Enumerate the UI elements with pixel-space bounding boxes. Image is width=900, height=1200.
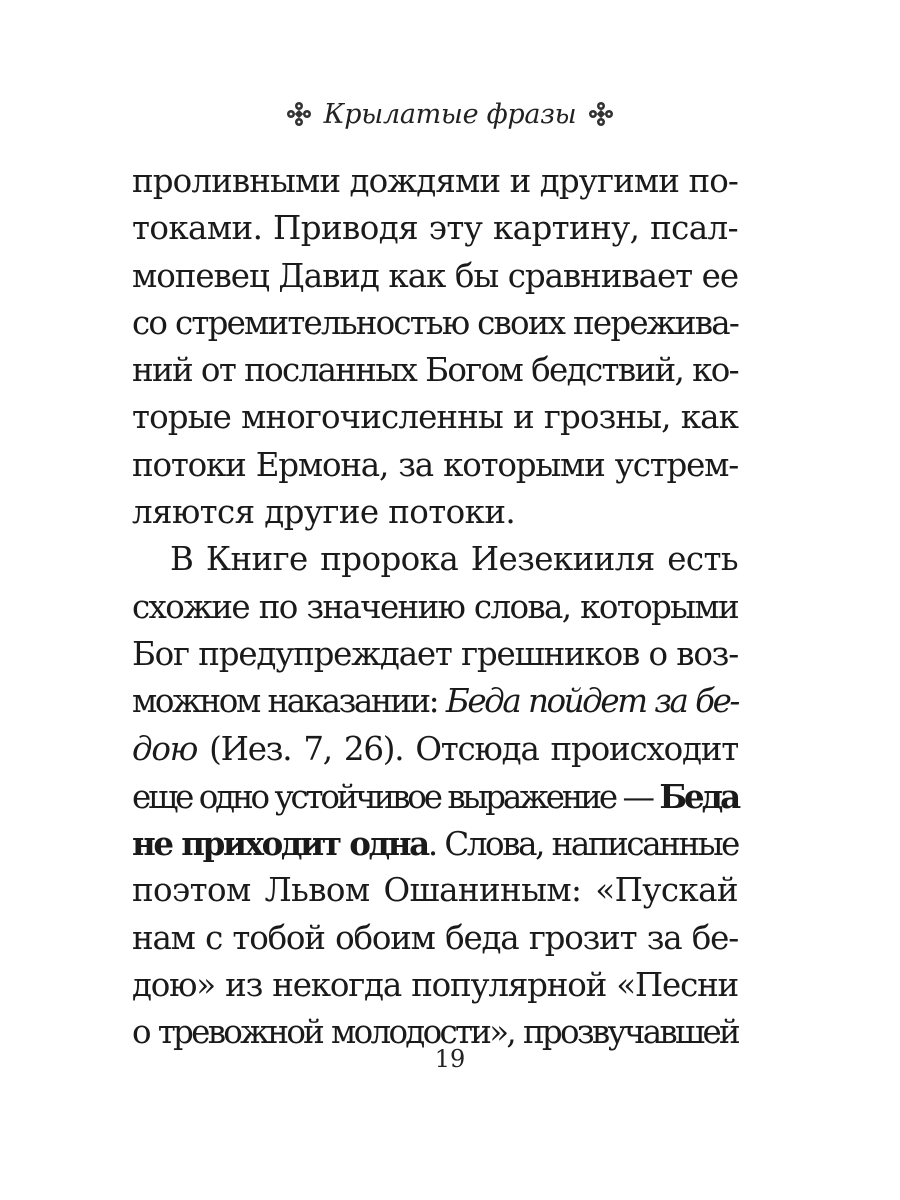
text-segment: (Иез. 7, 26). Отсюда происходит <box>197 729 738 768</box>
text-line: мопевец Давид как бы сравнивает ее <box>132 256 738 295</box>
text-line <box>132 820 738 867</box>
text-line: поэтом Львом Ошаниным: «Пускай <box>132 871 738 910</box>
text-line: проливными дождями и другими по- <box>132 162 738 200</box>
text-line: потоки Ермона, за которыми устрем- <box>132 445 738 484</box>
diamond-clover-ornament-icon <box>588 101 614 127</box>
text-line: дою» из некогда популярной «Песни <box>132 966 738 1005</box>
running-head <box>0 92 900 136</box>
italic-quote: дою <box>132 729 198 768</box>
text-line: В Книге пророка Иезекииля есть <box>170 540 738 579</box>
text-line: со стремительностью своих пережива- <box>132 303 738 342</box>
bold-phrase: не приходит одна <box>132 824 428 864</box>
text-line: ний от посланных Богом бедствий, ко- <box>132 351 738 390</box>
text-segment: можном наказании: <box>132 682 446 721</box>
text-line: нам с тобой обоим беда грозит за бе- <box>132 918 738 957</box>
text-line: ляются другие потоки. <box>132 493 516 532</box>
text-segment: еще одно устойчивое выражение — <box>132 777 660 816</box>
text-line: о тревожной молодости», прозвучавшей <box>132 1013 738 1052</box>
text-line <box>132 773 738 820</box>
italic-quote: Беда пойдет за бе- <box>445 682 738 721</box>
text-line: токами. Приводя эту картину, псал- <box>132 209 738 248</box>
text-line: схожие по значению слова, которыми <box>132 587 738 626</box>
page-number: 19 <box>434 1045 466 1073</box>
diamond-clover-ornament-icon <box>286 101 312 127</box>
bold-phrase: Беда <box>659 776 738 816</box>
text-line: Бог предупреждает грешников о воз- <box>132 634 738 673</box>
text-line: торые многочисленны и грозны, как <box>132 398 738 437</box>
body-text <box>132 158 738 1057</box>
text-line <box>132 678 738 725</box>
running-head-title: Крылатые фразы <box>323 98 577 130</box>
text-segment: . Слова, написанные <box>427 825 738 864</box>
text-line <box>132 726 738 773</box>
